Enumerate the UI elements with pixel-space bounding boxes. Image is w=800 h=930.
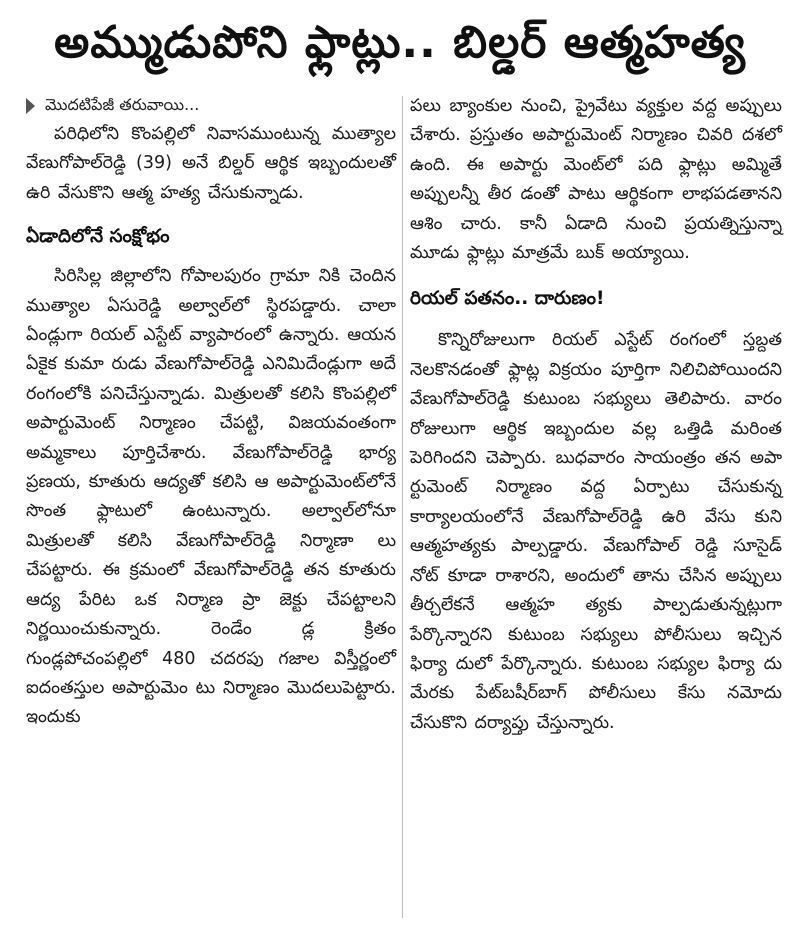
article-column-left: [26, 92, 396, 922]
triangle-right-icon: [26, 98, 35, 114]
article-column-right: [410, 92, 782, 922]
body-paragraph-right: కొన్నిరోజులుగా రియల్ ఎస్టేట్ రంగంలో స్తబ్దత నెలకొనడంతో ఫ్లాట్ల విక్రయం పూర్తిగా నిలిచిపోయిందని వేణుగోపాల్‌రెడ్డి కుటుంబ సభ్యులు తెలిపారు. వారం రోజులుగా ఆర్థిక ఇబ్బందుల వల్ల ఒత్తిడి మరింత పెరిగిందని చెప్పారు. బుధవారం సాయంత్రం తన అపా ర్టుమెంట్ నిర్మాణం వద్ద ఏర్పాటు చేసుకున్న కార్యాలయంలోనే వేణుగోపాల్‌రెడ్డి ఉరి వేసు కుని ఆత్మహత్యకు పాల్పడ్డారు. వేణుగోపాల్ రెడ్డి సూసైడ్ నోట్ కూడా రాశారని, అందులో తాను చేసిన అప్పులు తీర్చలేకనే ఆత్మహ త్యకు పాల్పడుతున్నట్లుగా పేర్కొన్నారని కుటుంబ సభ్యులు పోలీసులు ఇచ్చిన ఫిర్యా దులో పేర్కొన్నారు. కుటుంబ సభ్యుల ఫిర్యా దు మేరకు పేట్‌బషీర్‌బాగ్ పోలీసులు కేసు నమోదు చేసుకొని దర్యాప్తు చేస్తున్నారు.: [410, 330, 782, 733]
column-divider: [402, 96, 403, 918]
subheading-real-estate-fall: రియల్ పతనం.. దారుణం!: [410, 288, 605, 310]
body-paragraph-left: సిరిసిల్ల జిల్లాలోని గోపాలపురం గ్రామా నికి చెందిన ముత్యాల ఏసురెడ్డి అల్వాల్‌లో స్థిరపడ్డారు. చాలా ఏండ్లుగా రియల్ ఎస్టేట్ వ్యాపారంలో ఉన్నారు. ఆయన ఏకైక కుమా రుడు వేణుగోపాల్‌రెడ్డి ఎనిమిదేండ్లుగా అదే రంగంలోకి పనిచేస్తున్నాడు. మిత్రులతో కలిసి కొంపల్లిలో అపార్టుమెంట్ నిర్మాణం చేపట్టి, విజయవంతంగా అమ్మకాలు పూర్తిచేశారు. వేణుగోపాల్‌రెడ్డి భార్య ప్రణయ, కూతురు ఆద్యతో కలిసి ఆ అపార్టుమెంట్‌లోనే సొంత ఫ్లాటులో ఉంటున్నారు. అల్వాల్‌లోనూ మిత్రులతో కలిసి వేణుగోపాల్‌రెడ్డి నిర్మాణా లు చేపట్టారు. ఈ క్రమంలో వేణుగోపాల్‌రెడ్డి తన కూతురు ఆద్య పేరిట ఒక నిర్మాణ ప్రా జెక్టు చేపట్టాలని నిర్ణయించుకున్నారు. రెండేం డ్ల క్రితం గుండ్లపోచంపల్లిలో 480 చదరపు గజాల విస్తీర్ణంలో ఐదంతస్తుల అపార్టుమెం టు నిర్మాణం మొదలుపెట్టారు. ఇందుకు: [26, 266, 396, 728]
article-headline: అమ్ముడుపోని ఫ్లాట్లు.. బిల్డర్ ఆత్మహత్య: [54, 17, 746, 68]
subheading-crisis: ఏడాదిలోనే సంక్షోభం: [26, 226, 170, 248]
continuation-label: మొదటిపేజీ తరువాయి...: [45, 94, 200, 114]
intro-paragraph: పరిధిలోని కొంపల్లిలో నివాసముంటున్న ముత్యాల వేణుగోపాల్‌రెడ్డి (39) అనే బిల్డర్ ఆర్థిక ఇబ్బందులతో ఉరి వేసుకొని ఆత్మ హత్య చేసుకున్నాడు.: [26, 124, 396, 203]
continuation-marker: [26, 92, 396, 120]
continued-paragraph: పలు బ్యాంకుల నుంచి, ప్రైవేటు వ్యక్తుల వద్ద అప్పులు చేశారు. ప్రస్తుతం అపార్టుమెంట్ నిర్మాణం చివరి దశలో ఉంది. ఈ అపార్టు మెంట్‌లో పది ఫ్లాట్లు అమ్మితే అప్పులన్నీ తీర డంతో పాటు ఆర్థికంగా లాభపడతానని ఆశిం చారు. కానీ ఏడాది నుంచి ప్రయత్నిస్తున్నా మూడు ఫ్లాట్లు మాత్రమే బుక్ అయ్యాయి.: [410, 96, 782, 264]
